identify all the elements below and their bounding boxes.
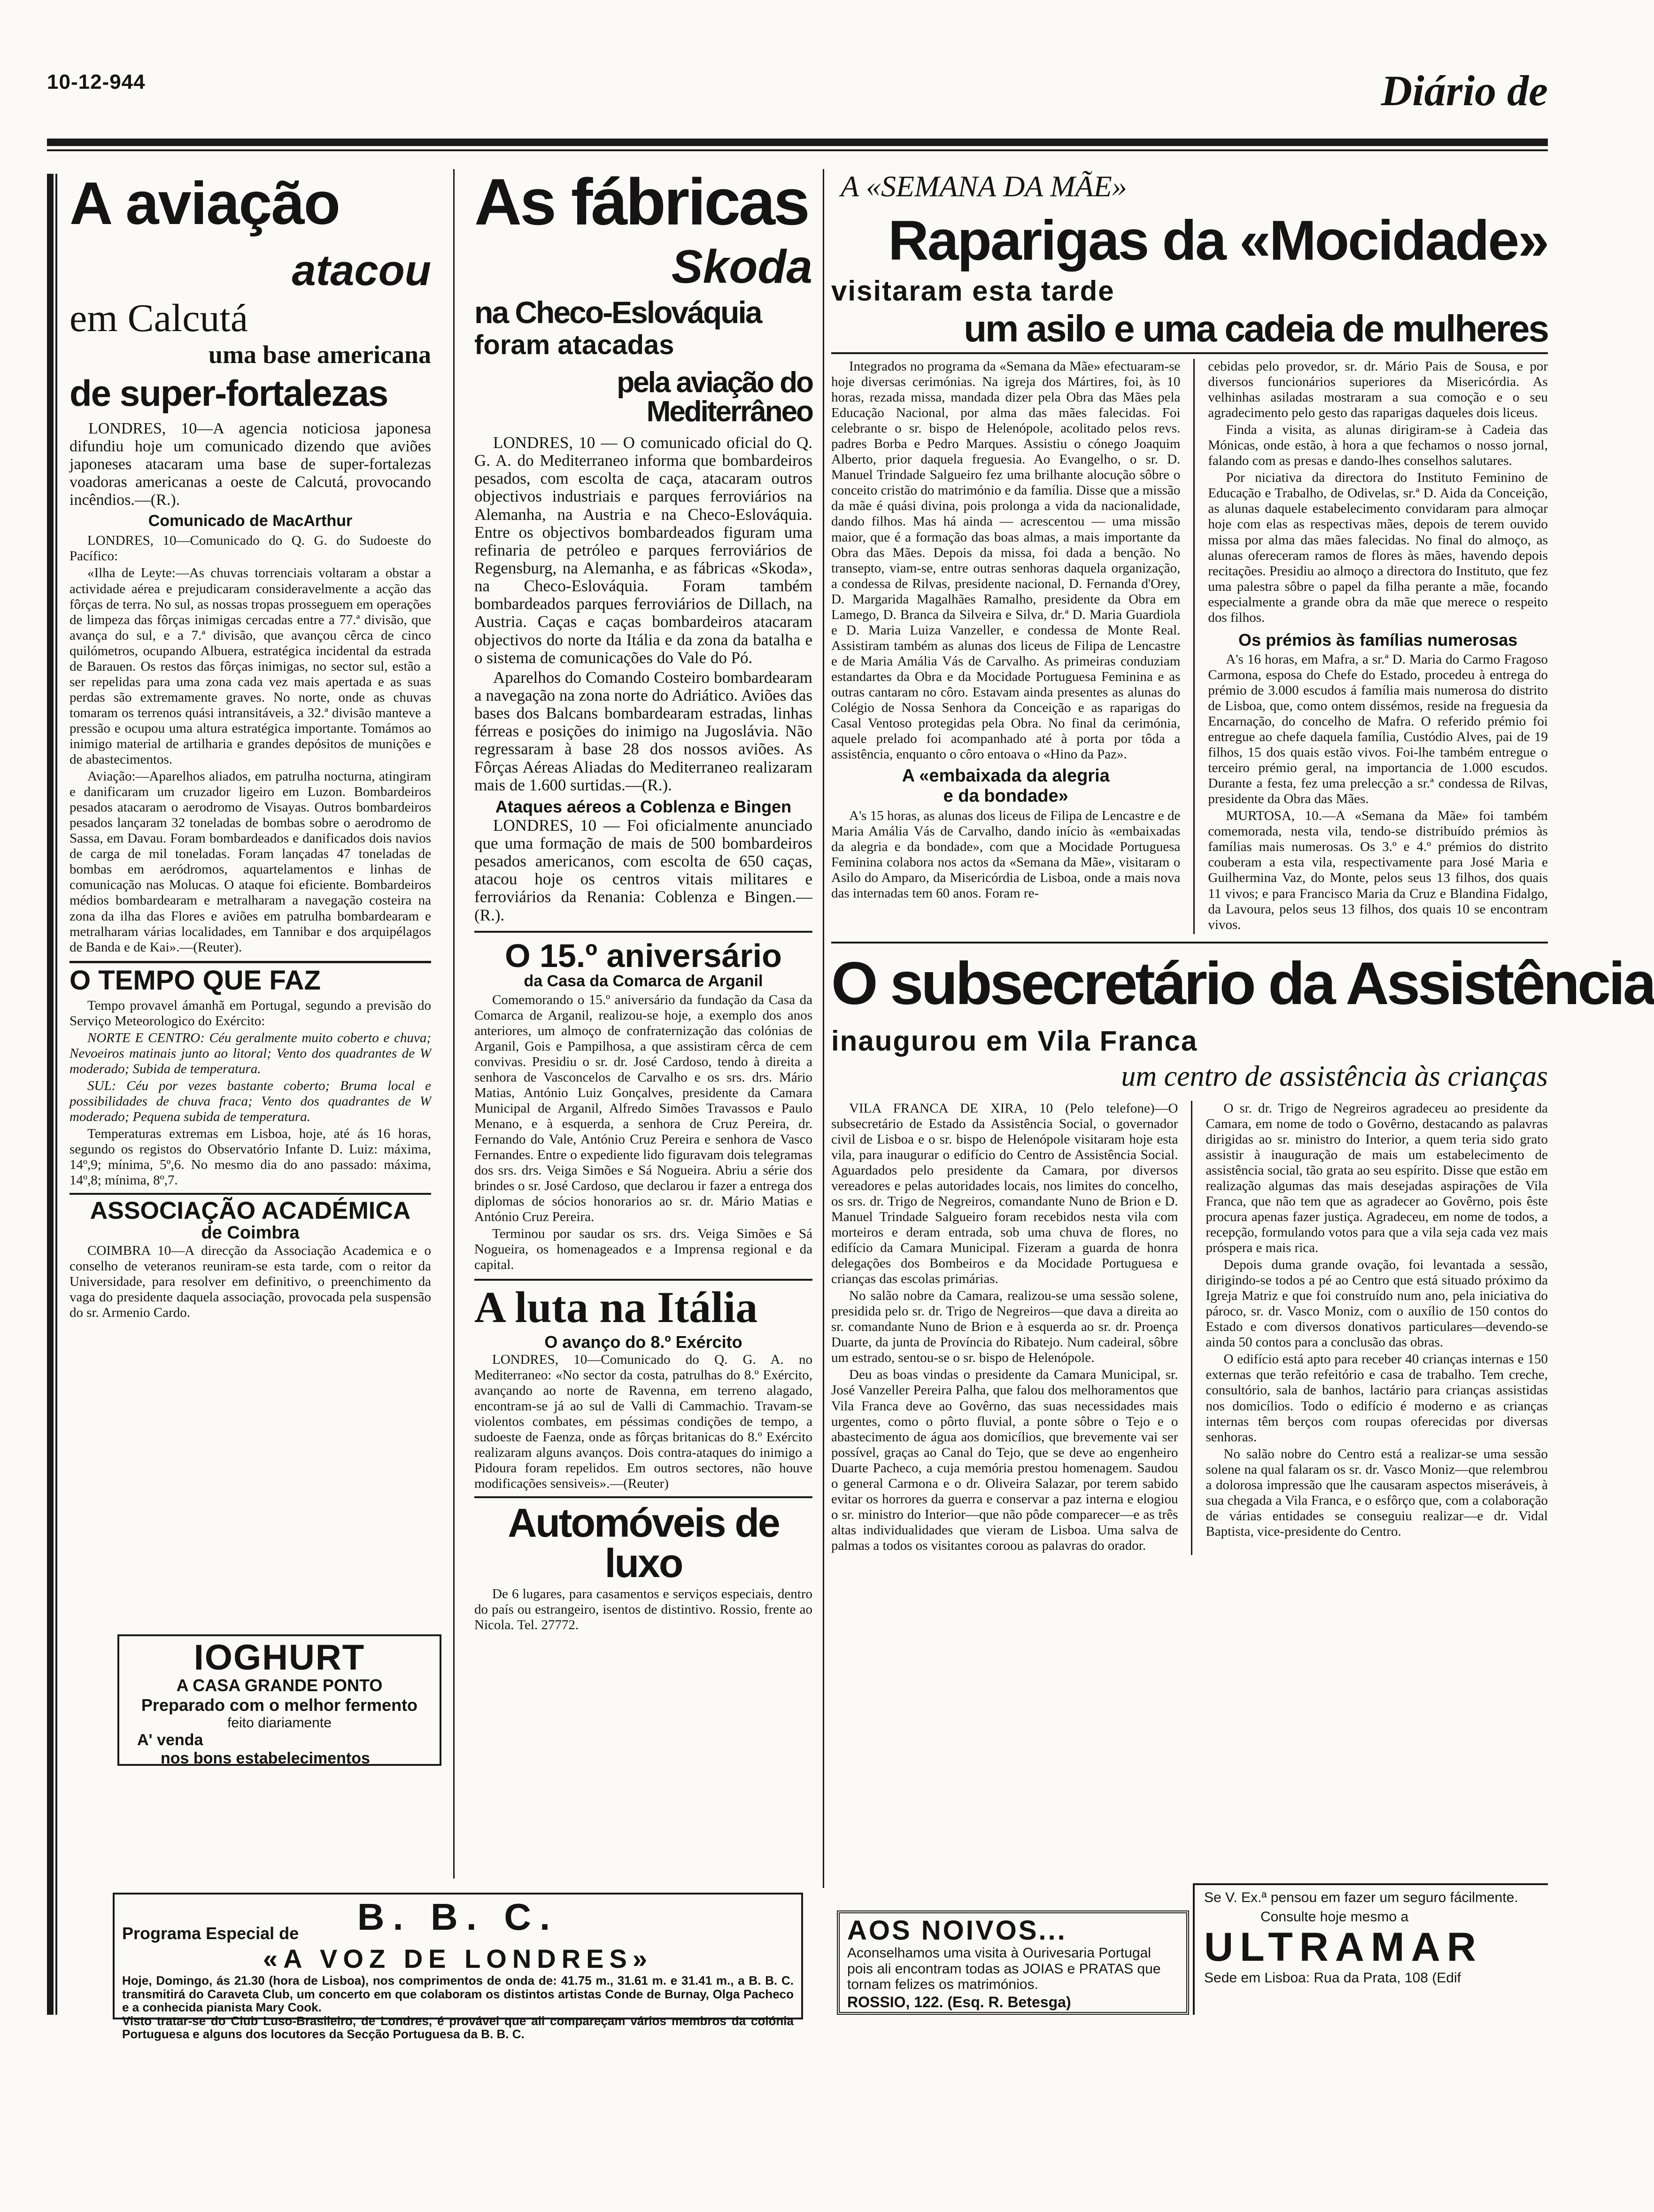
article-semana-mae <box>831 164 1654 1555</box>
headline-super-fortalezas: de super-fortalezas <box>70 372 388 414</box>
academica-body: COIMBRA 10—A direcção da Associação Academica e o conselho de veteranos reuniram-se esta tarde, com o reitor da Universidade, para resolver em definitivo, o preenchimento da vaga do presidente daquela associação, provocada pela suspensão do sr. Armenio Cardo. <box>70 1243 431 1321</box>
premios-body: A's 16 horas, em Mafra, a sr.ª D. Maria do Carmo Fragoso Carmona, esposa do Chefe do Estado, procedeu à entrega do prémio de 3.000 escudos á família mais numerosa do distrito de Lisboa, que, como ontem dissémos, reside na freguesia da Encarnação, do concelho de Mafra. O referido prémio foi entregue ao chefe daquela família, Custódio Alves, pai de 19 filhos, 15 dos quais estão vivos. Foi-lhe também entregue o terceiro prémio geral, na importancia de 1.000 escudos. Durante a festa, fez uma prelecção a sr.ª condessa de Rilvas, presidente da Obra das Mães. MURTOSA, 10.—A «Semana da Mãe» foi também comemorada, nesta vila, tendo-se distribuído prémios às famílias mais numerosas. Os 3.º e 4.º prémios do distrito couberam a esta vila, respectivamente para José Maria e Guilhermina Vaz, do Monte, pelos seus 13 filhos, dos quais 11 vivos; e para Francisco Maria da Cruz e Blandina Fidalgo, da Lavoura, pelos seus 13 filhos, dos quais 10 se encontram vivos. <box>1208 651 1548 932</box>
embaixada-title-2: e da bondade» <box>943 786 1068 806</box>
ioghurt-line5: nos bons estabelecimentos <box>161 1749 370 1767</box>
bbc-line4: Visto tratar-se do Club Luso-Brasileiro, de Londres, é provável que ali compareçam vários membros da colónia Portuguesa e alguns dos locutores da Secção Portuguesa da B. B. C. <box>122 2013 794 2042</box>
left-margin-bar <box>47 174 54 2015</box>
ioghurt-title: IOGHURT <box>193 1638 365 1678</box>
headline-atacadas: foram atacadas <box>474 330 674 360</box>
aniversario-title: O 15.º aniversário <box>505 937 782 974</box>
academica-title: ASSOCIAÇÃO ACADÉMICA <box>90 1197 411 1225</box>
italia-body: LONDRES, 10—Comunicado do Q. G. A. no Mediterraneo: «No sector da costa, patrulhas do 8.º Exército, avançando ao norte de Ravenna, em terreno alagado, encontram-se já ao sul de Valli di Cammachio. Travam-se violentos combates, em péssimas condições de tempo, a sudoeste de Faenza, onde as fôrças britanicas do 8.º Exército realizaram alguns avanços. Dois contra-ataques do inimigo a Pidoura foram repelidos. Em outros sectores, não houve modificações sensiveis».—(Reuter) <box>474 1352 812 1491</box>
tempo-title: O TEMPO QUE FAZ <box>70 965 321 996</box>
headline-atacou: atacou <box>292 247 431 294</box>
noivos-address: ROSSIO, 122. (Esq. R. Betesga) <box>847 1993 1071 2011</box>
ioghurt-line3: feito diariamente <box>227 1715 332 1731</box>
headline-asilo: um asilo e uma cadeia de mulheres <box>964 308 1548 349</box>
automoveis-title: Automóveis de luxo <box>508 1500 779 1586</box>
automoveis-body: De 6 lugares, para casamentos e serviços especiais, dentro do país ou estrangeiro, isentos de distintivo. Rossio, frente ao Nicola. Tel. 27772. <box>474 1586 812 1633</box>
bbc-line1: Programa Especial de <box>122 1924 299 1943</box>
kicker-semana-mae: A «SEMANA DA MÃE» <box>841 170 1127 203</box>
aniversario-subtitle: da Casa da Comarca de Arganil <box>524 972 763 990</box>
ad-ioghurt <box>117 1634 441 1766</box>
ultra-title: ULTRAMAR <box>1204 1924 1483 1970</box>
header-rule-thin <box>47 149 1548 151</box>
article-calcuta <box>70 164 431 1322</box>
headline-raparigas: Raparigas da «Mocidade» <box>888 209 1548 272</box>
skoda-body: LONDRES, 10 — O comunicado oficial do Q. G. A. do Mediterraneo informa que bombardeiros pesados, com escolta de caça, atacaram outros objectivos industriais e parques ferroviários na Alemanha, na Austria e na Checo-Eslováquia. Entre os objectivos bombardeados figuram uma refinaria de petróleo e parques ferroviários de Regensburg, na Alemanha, e as fábricas «Skoda», na Checo-Eslováquia. Foram também bombardeados parques ferroviários de Dillach, na Austria. Caças e caças bombardeiros atacaram objectivos do norte da Itália e da zona da batalha e o sistema de comunicações do Vale do Pó. Aparelhos do Comando Costeiro bombardearam a navegação na zona norte do Adriático. Aviões das bases dos Balcans bombardearam estradas, linhas férreas e posições do inimigo na Jugoslávia. Não regressaram à base 28 dos nossos aviões. As Fôrças Aéreas Aliadas do Mediterraneo realizaram mais de 1.600 surtidas.—(R.). <box>474 433 812 794</box>
mae-left-body: Integrados no programa da «Semana da Mãe» efectuaram-se hoje diversas cerimónias. Na igreja dos Mártires, foi, às 10 horas, rezada missa, mandada dizer pela Obra das Mães pela Educação Nacional, por alma das mães falecidas. Foi celebrante o sr. bispo de Helenópole, acolitado pelos revs. padres Borba e Pedro Marques. Assistiu o cónego Joaquim Alberto, prior daquela freguesia. Ao Evangelho, o sr. D. Manuel Trindade Salgueiro fez uma brilhante alocução sôbre o conceito cristão do matrimónio e da família. Disse que a missão da mãe é quási divina, pois prolonga a vida da nacionalidade, dando filhos. Mas há ainda — acrescentou — uma missão maior, que é a formação das boas almas, a mais importante da Obra das Mães. Depois da missa, foi dada a benção. No transepto, viam-se, entre outras senhoras daquela organização, a condessa de Rilvas, presidente nacional, D. Fernanda d'Orey, D. Margarida Magalhães Ramalho, presidente da Obra em Lamego, D. Branca da Silveira e Silva, dr.ª D. Maria Guardiola e D. Maria Luiza Vanzeller, e condessa de Monte Real. Assistiram também as alunas dos liceus de Filipa de Lencastre e de Maria Amália Vás de Carvalho. As primeiras conduziam estandartes da Obra e da Mocidade Portuguesa Feminina e as outras cantaram no côro. Estavam ainda presentes as alunas do Colégio de Nossa Senhora da Conceição e as raparigas do Casal Ventoso protegidas pela Obra. No final da cerimónia, aquele prelado foi acompanhado até à porta por tôda a assistência, enquanto o côro entoava o «Hino da Paz». <box>831 359 1181 762</box>
subhead-macarthur: Comunicado de MacArthur <box>148 512 353 530</box>
italia-title: A luta na Itália <box>474 1283 758 1332</box>
ad-noivos <box>837 1910 1189 2015</box>
subsec-subhead-2: um centro de assistência às crianças <box>1121 1060 1548 1092</box>
bbc-title: B. B. C. <box>357 1896 559 1938</box>
aniversario-body: Comemorando o 15.º aniversário da fundação da Casa da Comarca de Arganil, realizou-se hoje, a exemplo dos anos anteriores, um almoço de confraternização das colónias de Arganil, Gois e Pampilhosa, a que assistiram cêrca de cem convivas. Presidiu o sr. dr. José Cardoso, tendo à direita a senhora de Vasconcelos de Carvalho e os srs. drs. Mário Matias, António Luiz Gonçalves, presidente da Camara Municipal de Arganil, Alfredo Simões Travassos e Paulo Menano, e à esquerda, a senhora de Cruz Pereira, dr. Fernando do Vale, António Cruz Pereira e senhora de Vasco Fernandes. Entre o expediente lido figuravam dois telegramas dos srs. drs. Veiga Simões e Sá Nogueira. Abriu a série dos brindes o sr. José Cardoso, que declarou ir fazer a entrega dos diplomas de sócios honorarios ao sr. dr. Mário Matias e António Cruz Pereira. Terminou por saudar os srs. drs. Veiga Simões e Sá Nogueira, os homenageados e a Imprensa regional e da capital. <box>474 992 812 1273</box>
ultra-address: Sede em Lisboa: Rua da Prata, 108 (Edif <box>1204 1970 1461 1986</box>
headline-mediterraneo: pela aviação do Mediterrâneo <box>617 366 812 428</box>
column-divider <box>453 169 455 1879</box>
headline-visitaram: visitaram esta tarde <box>831 275 1115 307</box>
headline-base: uma base americana <box>209 340 431 369</box>
headline-checo: na Checo-Eslováquia <box>474 295 761 330</box>
ioghurt-line4: A' venda <box>137 1731 203 1749</box>
noivos-title: AOS NOIVOS... <box>847 1915 1067 1946</box>
issue-date: 10-12-944 <box>47 70 146 93</box>
headline-aviacao: A aviação <box>70 170 340 237</box>
ioghurt-line2: Preparado com o melhor fermento <box>141 1695 418 1715</box>
ultra-line2: Consulte hoje mesmo a <box>1260 1909 1409 1925</box>
subsec-left-body: VILA FRANCA DE XIRA, 10 (Pelo telefone)—O subsecretário de Estado da Assistência Social, o governador civil de Lisboa e o sr. bispo de Helenópole visitaram hoje esta vila, para inaugurar o edifício do Centro de Assistência Social. Aguardados pelo presidente da Camara, por diversos vereadores e pelas autoridades locais, nos limites do concelho, os srs. dr. Trigo de Negreiros, comandante Nuno de Brion e D. Manuel Trindade Salgueiro foram recebidos nesta vila com morteiros e deram entrada, sob uma chuva de flores, no edifício da Camara Municipal. Fizeram a guarda de honra delegações dos Bombeiros e da Mocidade Portuguesa e crianças das escolas primárias. No salão nobre da Camara, realizou-se uma sessão solene, presidida pelo sr. dr. Trigo de Negreiros—que dava a direita ao sr. comandante Nuno de Brion e à esquerda ao sr. dr. Proença Duarte, da junta de Província do Ribatejo. Num cadeiral, sôbre um estrado, sentou-se o sr. bispo de Helenópole. Deu as boas vindas o presidente da Camara Municipal, sr. José Vanzeller Pereira Palha, que falou dos melhoramentos que Vila Franca deve ao Govêrno, das suas necessidades mais urgentes, como o pôrto fluvial, a ponte sôbre o Tejo e o abastecimento de água aos domicílios, que brevemente vai ser possível, graças ao Canal do Tejo, que se deve ao engenheiro Duarte Pacheco, a cuja memória prestou homenagem. Saudou o general Carmona e o dr. Oliveira Salazar, por terem sabido evitar os horrores da guerra e conservar a paz interna e elogiou o sr. ministro do Interior—que não pôde comparecer—e as três altas individualidades que vieram de Lisboa. Uma salva de palmas a todos os visitantes coroou as palavras do orador. <box>831 1100 1178 1553</box>
headline-skoda: Skoda <box>671 240 812 293</box>
italia-subtitle: O avanço do 8.º Exército <box>544 1332 742 1352</box>
academica-subtitle: de Coimbra <box>201 1223 300 1243</box>
ad-bbc <box>113 1893 803 2042</box>
macarthur-body: LONDRES, 10—Comunicado do Q. G. do Sudoeste do Pacífico: «Ilha de Leyte:—As chuvas torrenciais voltaram a obstar a actividade aérea e prejudicaram consideravelmente a acção das fôrças de terra. No sul, as nossas tropas prosseguem em operações de limpeza das fôrças inimigas cercadas entre a 77.ª divisão, que avança do sul, e a 7.ª divisão, que avançou cêrca de cinco quilómetros, ocupando Albuera, estratégica incidental da estrada de Barauen. Os restos das fôrças inimigas, no sector sul, estão a ser repelidas para uma zona cada vez mais apertada e as suas perdas são extremamente graves. No norte, onde as chuvas tomaram os terrenos quási intransitáveis, a 32.ª divisão manteve a pressão e ocupou uma altura estratégica importante. Tomámos ao inimigo material de artilharia e grandes depósitos de munições e de abastecimentos. Aviação:—Aparelhos aliados, em patrulha nocturna, atingiram e danificaram um cruzador ligeiro em Luzon. Bombardeiros pesados atacaram o aerodromo de Visayas. Outros bombardeiros pesados lançaram 32 toneladas de bombas sobre o aerodromo de Sassa, em Davau. Foram bombardeados e danificados dois navios de carga de mil toneladas. Foram lançadas 47 toneladas de bombas em aeródromos, aquartelamentos e linhas de comunicação nas Molucas. O ataque foi eficiente. Bombardeiros médios bombardearam e metralharam a navegação costeira na zona da ilha das Flores e aviões em patrulha bombardearam e metralharam várias localidades, em Tannibar e dos arquipélagos de Banda e de Kai».—(Reuter). <box>70 533 431 955</box>
coblenza-body: LONDRES, 10 — Foi oficialmente anunciado que uma formação de mais de 500 bombardeiros pesados americanos, com escolta de 650 caças, atacou hoje os centros vitais militares e ferroviários da Renania: Coblenza e Bingen.—(R.). <box>474 816 812 924</box>
article-lead: LONDRES, 10—A agencia noticiosa japonesa difundiu hoje um comunicado dizendo que aviões japoneses atacaram uma base de super-fortalezas voadoras americanas a oeste de Calcutá, provocando incêndios.—(R.). <box>70 420 431 509</box>
ioghurt-line1: A CASA GRANDE PONTO <box>176 1676 383 1695</box>
headline-subsecretario: O subsecretário da Assistência <box>831 950 1654 1017</box>
subsec-subhead: inaugurou em Vila Franca <box>831 1025 1198 1057</box>
noivos-text: Aconselhamos uma visita à Ourivesaria Portugal pois ali encontram todas as JOIAS e PRATAS que tornam felizes os matrimónios. <box>847 1945 1161 1993</box>
left-margin-bar-thin <box>55 174 57 2015</box>
embaixada-body: A's 15 horas, as alunas dos liceus de Filipa de Lencastre e de Maria Amália Vás de Carvalho, dando início às «embaixadas da alegria e da bondade», com que a Mocidade Portuguesa Feminina colabora nos actos da «Semana da Mãe», visitaram o Asilo do Amparo, da Misericórdia de Lisboa, onde a mais nova das internadas tem 60 anos. Foram re- <box>831 808 1181 901</box>
headline-fabricas: As fábricas <box>474 165 808 239</box>
headline-calcuta: em Calcutá <box>70 296 248 340</box>
mae-right-body: cebidas pelo provedor, sr. dr. Mário Pais de Sousa, e por diversos funcionários superiores da Misericórdia. As velhinhas asiladas mostraram a sua comoção e o seu agradecimento pelo gesto das raparigas daqueles dois liceus. Finda a visita, as alunas dirigiram-se à Cadeia das Mónicas, onde estão, à hora a que fechamos o nosso jornal, falando com as presas e dando-lhes conselhos salutares. Por niciativa da directora do Instituto Feminino de Educação e Trabalho, de Odivelas, sr.ª D. Aida da Conceição, as alunas daquele estabelecimento convidaram para almoçar hoje com elas as respectivas mães, depois de terem ouvido missa por alma das mães falecidas. No final do almoço, as alunas ofereceram ramos de flores às mães, havendo depois recitações. Presidiu ao almoço a directora do Instituto, que fez uma palestra sôbre o papel da filha perante a mãe, focando especialmente a grande obra da mãe que merece o respeito dos filhos. <box>1208 359 1548 625</box>
column-divider <box>823 169 824 1888</box>
bbc-line2: «A VOZ DE LONDRES» <box>263 1944 653 1973</box>
newspaper-masthead: Diário de <box>1381 67 1548 115</box>
header-rule <box>47 139 1548 146</box>
premios-title: Os prémios às famílias numerosas <box>1238 630 1518 650</box>
ad-ultramar <box>1193 1883 1548 2015</box>
embaixada-title-1: A «embaixada da alegria <box>902 766 1110 786</box>
ultra-line1: Se V. Ex.ª pensou em fazer um seguro fácilmente. <box>1204 1890 1518 1905</box>
tempo-body: Tempo provavel ámanhã em Portugal, segundo a previsão do Serviço Meteorologico do Exército: NORTE E CENTRO: Céu geralmente muito coberto e chuva; Nevoeiros matinais junto ao litoral; Vento dos quadrantes de W moderado; Subida de temperatura. SUL: Céu por vezes bastante coberto; Bruma local e possibilidades de chuva fraca; Vento dos quadrantes de W moderado; Pequena subida de temperatura. Temperaturas extremas em Lisboa, hoje, até ás 16 horas, segundo os registos do Observatório Infante D. Luiz: máxima, 14º,9; mínima, 5º,6. No mesmo dia do ano passado: máxima, 14º,8; mínima, 8º,7. <box>70 998 431 1188</box>
article-skoda <box>474 164 812 1634</box>
subsec-right-body: O sr. dr. Trigo de Negreiros agradeceu ao presidente da Camara, em nome de todo o Govêrno, destacando as palavras dirigidas ao sr. ministro do Interior, a quem teria sido grato assistir à inauguração de mais um estabelecimento de assistência social, tão grata ao seu espírito. Disse que estão em realização algumas das mais desejadas aspirações de Vila Franca, que não tem que as agradecer ao Govêrno, pois êste procura apenas fazer justiça. Agradeceu, em nome de todos, a recepção, formulando votos para que a vila seja cada vez mais próspera e mais rica. Depois duma grande ovação, foi levantada a sessão, dirigindo-se todos a pé ao Centro que está situado próximo da Igreja Matriz e que foi construído num ano, pela iniciativa do pároco, sr. dr. Vasco Moniz, com o auxílio de 150 contos do Estado e com diversos donativos particulares—devendo-se ainda 50 contos para a conclusão das obras. O edifício está apto para receber 40 crianças internas e 150 externas que terão refeitório e casa de trabalho. Tem creche, consultório, sala de banhos, lactário para crianças assistidas nos domicílios. Todo o edifício é moderno e as crianças internas têm berços com roupas oferecidas por diversas senhoras. No salão nobre do Centro está a realizar-se uma sessão solene na qual falaram os sr. dr. Vasco Moniz—que relembrou a dolorosa impressão que lhe causaram aspectos miseráveis, à sua chegada a Vila Franca, e o esfôrço que, com a colaboração de várias entidades se conseguiu realizar—e dr. Vidal Baptista, vice-presidente do Centro. <box>1206 1100 1548 1539</box>
bbc-line3: Hoje, Domingo, ás 21.30 (hora de Lisboa), nos comprimentos de onda de: 41.75 m., 31.61 m. e 31.41 m., a B. B. C. transmitirá do Caraveta Club, um concerto em que colaboram os distintos artistas Conde de Burnay, Olga Pacheco e a conhecida pianista Mary Cook. <box>122 1973 794 2015</box>
coblenza-title: Ataques aéreos a Coblenza e Bingen <box>495 797 792 816</box>
